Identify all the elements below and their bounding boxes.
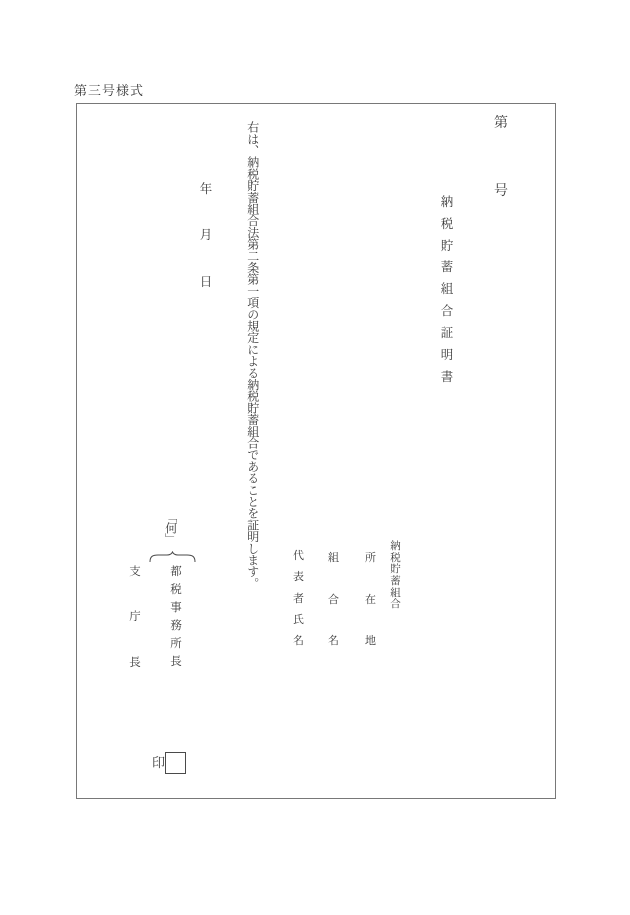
association-representative-label: 代 表 者 氏 名 [293, 549, 304, 647]
issuer-branch-office-label: 支 庁 長 [129, 564, 141, 669]
date-column [198, 183, 214, 288]
certificate-number-column [493, 116, 509, 198]
seal-box [165, 752, 186, 774]
form-style-label: 第三号様式 [74, 84, 145, 99]
seal-label: 印 [152, 756, 166, 771]
association-address-label: 所 在 地 [365, 551, 376, 647]
year-label: 年 [199, 181, 213, 196]
number-suffix: 号 [494, 183, 508, 199]
association-heading: 納 税 貯 蓄 組 合 [390, 540, 401, 611]
issuer-tax-office-label: 都 税 事 務 所 長 [170, 564, 182, 669]
association-name-label: 組 合 名 [328, 551, 339, 647]
number-prefix: 第 [494, 115, 508, 131]
day-label: 日 [199, 273, 213, 289]
month-label: 月 [199, 227, 213, 243]
issuer-brace-icon [148, 551, 197, 563]
issuer-placeholder: 「何」 [163, 511, 178, 544]
certificate-body-text: 右は、納税貯蓄組合法第二条第一項の規定による納税貯蓄組合であることを証明します。 [245, 121, 260, 590]
certificate-title: 納 税 貯 蓄 組 合 証 明 書 [440, 194, 454, 384]
certificate-frame [76, 103, 556, 799]
